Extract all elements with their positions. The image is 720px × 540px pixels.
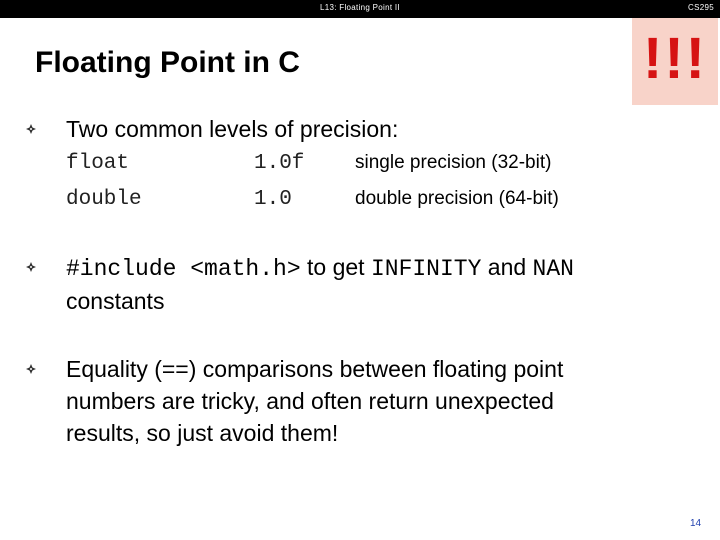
- infinity-constant: INFINITY: [370, 256, 482, 282]
- equality-line: numbers are tricky, and often return unexpected: [66, 388, 554, 414]
- include-end-text: constants: [66, 288, 165, 314]
- type-description: single precision (32-bit): [355, 152, 552, 173]
- type-name: float: [66, 152, 130, 175]
- equality-line: results, so just avoid them!: [66, 420, 339, 446]
- type-literal: 1.0: [254, 188, 292, 211]
- precision-intro: Two common levels of precision:: [66, 116, 399, 142]
- include-bullet: [66, 251, 706, 317]
- header-bar: [0, 0, 720, 18]
- lecture-title: L13: Floating Point II: [320, 3, 400, 12]
- equality-bullet: [66, 353, 706, 449]
- nan-constant: NAN: [532, 256, 574, 282]
- include-code: #include <math.h>: [66, 256, 301, 282]
- type-name: double: [66, 188, 142, 211]
- page-number: 14: [690, 518, 702, 529]
- equality-line: Equality (==) comparisons between floating point: [66, 356, 564, 382]
- exclaim-callout: [632, 18, 718, 105]
- include-mid-text: to get: [300, 254, 371, 280]
- type-description: double precision (64-bit): [355, 188, 559, 209]
- exclaim-text: !!!: [643, 26, 707, 91]
- diamond-bullet-icon: [26, 124, 36, 134]
- course-code: CS295: [688, 3, 714, 12]
- type-literal: 1.0f: [254, 152, 305, 175]
- diamond-bullet-icon: [26, 364, 36, 374]
- diamond-bullet-icon: [26, 262, 36, 272]
- slide-title: Floating Point in C: [35, 46, 300, 79]
- and-text: and: [481, 254, 533, 280]
